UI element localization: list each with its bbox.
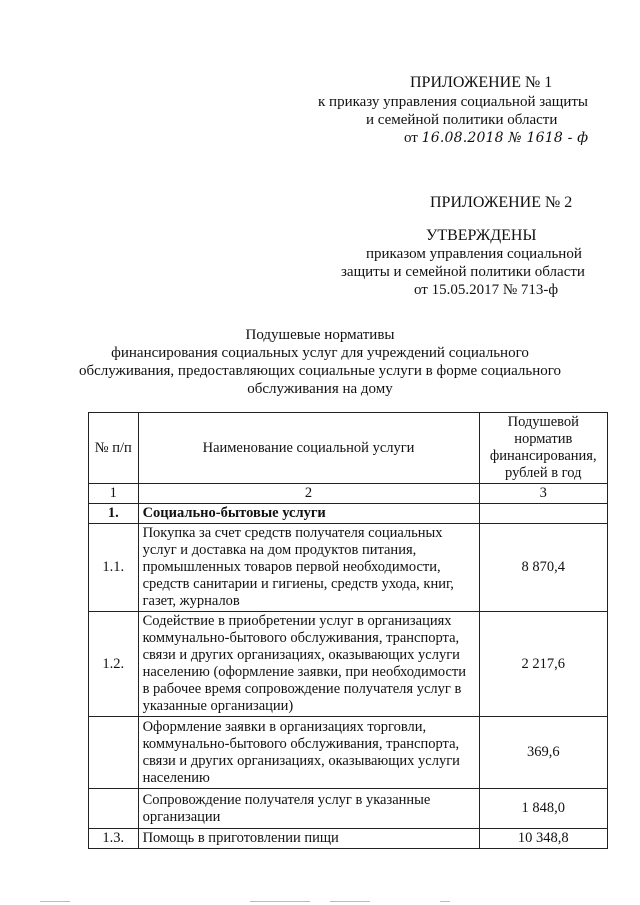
header-norm: Подушевой норматив финансирования, рублей в год — [479, 413, 608, 484]
row-num: 1.2. — [89, 612, 139, 717]
annex1-line3 — [404, 129, 588, 147]
row-num: 1.3. — [89, 829, 139, 849]
table-row — [89, 789, 608, 829]
table-row — [89, 612, 608, 717]
row-num: 1. — [89, 504, 139, 524]
row-name: Содействие в приобретении услуг в организациях коммунально-бытового обслуживания, транспорта, связи и других организациях, оказывающих услуги населению (оформление заявки, при необходимости в рабочее время сопровождение получателя услуг в указанные организации) — [138, 612, 479, 717]
annex1-title: ПРИЛОЖЕНИЕ № 1 — [410, 74, 553, 91]
table-header-row — [89, 413, 608, 484]
row-value: 10 348,8 — [479, 829, 608, 849]
row-name: Покупка за счет средств получателя социальных услуг и доставка на дом продуктов питания, промышленных товаров первой необходимости, средств санитарии и гигиены, средств ухода, книг, газет, журналов — [138, 524, 479, 612]
row-num — [89, 789, 139, 829]
colnum-3: 3 — [479, 484, 608, 504]
table-row — [89, 717, 608, 789]
heading-line1: Подушевые нормативы — [245, 327, 395, 343]
annex2-line1: приказом управления социальной — [366, 246, 582, 262]
row-name: Сопровождение получателя услуг в указанные организации — [138, 789, 479, 829]
colnum-2: 2 — [138, 484, 479, 504]
approved-title: УТВЕРЖДЕНЫ — [426, 227, 537, 244]
row-value: 8 870,4 — [479, 524, 608, 612]
row-value: 1 848,0 — [479, 789, 608, 829]
column-number-row — [89, 484, 608, 504]
row-value: 369,6 — [479, 717, 608, 789]
row-name: Социально-бытовые услуги — [138, 504, 479, 524]
header-name: Наименование социальной услуги — [138, 413, 479, 484]
heading-line4: обслуживания на дому — [247, 381, 393, 397]
row-name: Помощь в приготовлении пищи — [138, 829, 479, 849]
header-num: № п/п — [89, 413, 139, 484]
table-row — [89, 829, 608, 849]
row-name: Оформление заявки в организациях торговли, коммунально-бытового обслуживания, транспорта, связи и других организациях, оказывающих услуги населению — [138, 717, 479, 789]
annex1-date-prefix: от — [404, 130, 418, 146]
heading-line3: обслуживания, предоставляющих социальные услуги в форме социального — [78, 363, 562, 379]
heading-line2: финансирования социальных услуг для учреждений социального — [111, 345, 529, 361]
norms-table — [88, 412, 608, 849]
table-row — [89, 524, 608, 612]
annex1-line2: и семейной политики области — [366, 112, 558, 128]
scan-edge-marks — [0, 899, 640, 905]
annex2-line3: от 15.05.2017 № 713-ф — [414, 282, 559, 298]
colnum-1: 1 — [89, 484, 139, 504]
annex1-line1: к приказу управления социальной защиты — [318, 94, 589, 110]
row-value: 2 217,6 — [479, 612, 608, 717]
table-row — [89, 504, 608, 524]
annex2-title: ПРИЛОЖЕНИЕ № 2 — [430, 194, 573, 211]
annex2-line2: защиты и семейной политики области — [341, 264, 585, 280]
row-num: 1.1. — [89, 524, 139, 612]
row-num — [89, 717, 139, 789]
handwritten-order-number: 16.08.2018 № 1618 - ф — [421, 130, 589, 146]
row-value — [479, 504, 608, 524]
